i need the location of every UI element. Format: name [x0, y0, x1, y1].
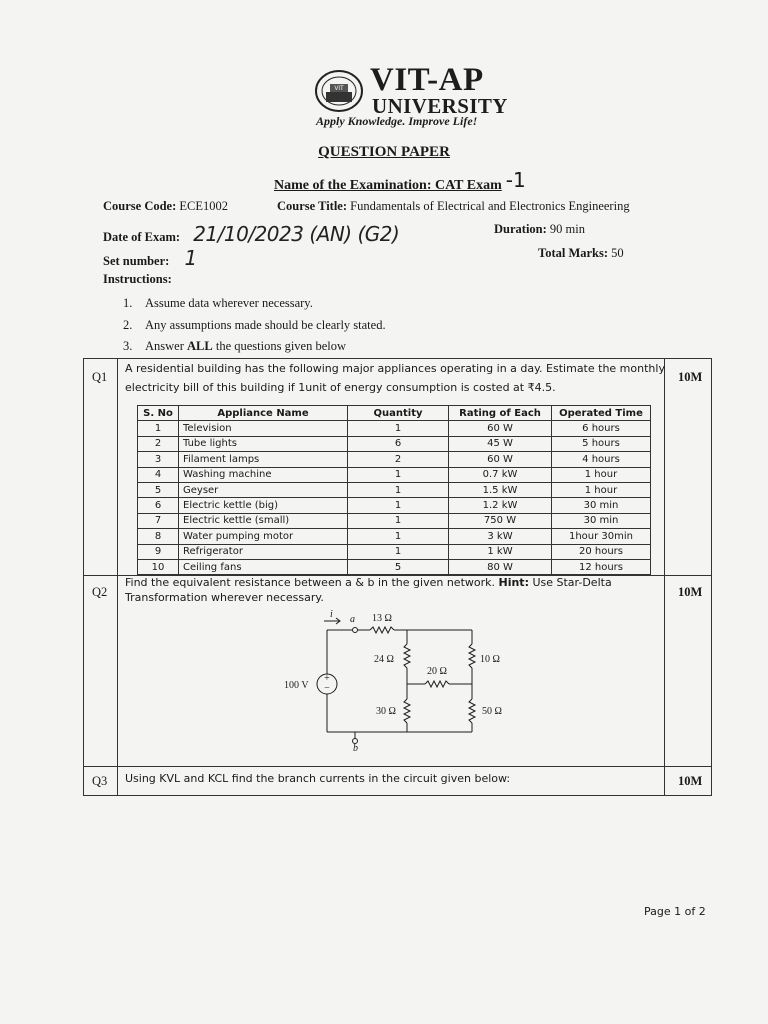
- instruction-item: 2. Any assumptions made should be clearly stated.: [123, 318, 386, 332]
- instruction-item: 3. Answer ALL the questions given below: [123, 339, 347, 353]
- resistor-network-diagram: [284, 604, 540, 754]
- table-cell: Ceiling fans: [179, 559, 348, 574]
- question-number: Q3: [92, 774, 108, 788]
- table-cell: 2: [138, 436, 179, 451]
- table-cell: 1: [138, 421, 179, 436]
- duration-value: 90 min: [549, 222, 585, 236]
- question-text: Find the equivalent resistance between a & b in the given network. Hint: Use Star-Delta Transformation wherever necessary.: [125, 576, 612, 604]
- table-row: [138, 436, 651, 451]
- table-cell: 2: [348, 452, 449, 467]
- table-row: [138, 452, 651, 467]
- table-cell: 5 hours: [552, 436, 651, 451]
- table-cell: 1 kW: [449, 544, 552, 559]
- node-a-label: a: [350, 614, 355, 625]
- course-title-value: Fundamentals of Electrical and Electronics Engineering: [350, 199, 630, 213]
- table-cell: 1: [348, 482, 449, 497]
- question-number: Q2: [92, 585, 108, 599]
- date-label: Date of Exam:: [103, 230, 181, 244]
- instruction-item: 1. Assume data wherever necessary.: [123, 296, 313, 310]
- column-header: Operated Time: [552, 406, 651, 421]
- set-number-row: [103, 246, 197, 270]
- column-header: Quantity: [348, 406, 449, 421]
- table-cell: Refrigerator: [179, 544, 348, 559]
- table-cell: 1 hour: [552, 467, 651, 482]
- resistor-label: 30 Ω: [376, 706, 396, 717]
- table-row: [138, 482, 651, 497]
- table-cell: Electric kettle (small): [179, 513, 348, 528]
- resistor-label: 50 Ω: [482, 706, 502, 717]
- question-row-q3: [84, 766, 711, 796]
- course-title-label: Course Title:: [277, 199, 348, 213]
- question-text: Using KVL and KCL find the branch currents in the circuit given below:: [125, 772, 511, 785]
- table-row: [138, 498, 651, 513]
- resistor-label: 20 Ω: [427, 666, 447, 677]
- instructions-heading: Instructions:: [103, 272, 172, 286]
- table-cell: 30 min: [552, 513, 651, 528]
- question-marks: 10M: [678, 774, 703, 788]
- set-number-handwritten: 1: [184, 246, 197, 270]
- course-code-value: ECE1002: [179, 199, 228, 213]
- duration-label: Duration:: [494, 222, 547, 236]
- node-b-label: b: [353, 743, 358, 754]
- source-plus: +: [324, 673, 330, 684]
- table-cell: 1: [348, 498, 449, 513]
- table-cell: 60 W: [449, 452, 552, 467]
- table-cell: 30 min: [552, 498, 651, 513]
- exam-name-label: Name of the Examination: CAT Exam: [274, 178, 502, 193]
- table-cell: 12 hours: [552, 559, 651, 574]
- page-number: Page 1 of 2: [644, 905, 706, 918]
- date-row: [103, 222, 399, 246]
- question-paper-title: QUESTION PAPER: [318, 144, 450, 160]
- exam-name: [274, 170, 526, 194]
- logo-vitap-text: VIT-AP: [370, 62, 484, 98]
- table-cell: Filament lamps: [179, 452, 348, 467]
- table-cell: 3: [138, 452, 179, 467]
- table-cell: 45 W: [449, 436, 552, 451]
- emblem-text: VIT: [334, 86, 344, 92]
- exam-number-handwritten: -1: [505, 168, 526, 192]
- table-cell: 6 hours: [552, 421, 651, 436]
- table-cell: 8: [138, 529, 179, 544]
- logo-tagline: Apply Knowledge. Improve Life!: [316, 114, 478, 128]
- university-logo: [314, 64, 524, 134]
- table-cell: 20 hours: [552, 544, 651, 559]
- table-row: [138, 513, 651, 528]
- column-header: S. No: [138, 406, 179, 421]
- current-label: i: [330, 609, 333, 620]
- table-row: [138, 544, 651, 559]
- appliance-table-body: [138, 421, 651, 575]
- source-minus: −: [324, 683, 330, 694]
- course-code-label: Course Code:: [103, 199, 177, 213]
- table-cell: 1: [348, 467, 449, 482]
- appliance-table: [137, 405, 651, 575]
- question-number: Q1: [92, 370, 108, 384]
- duration-row: [494, 222, 585, 237]
- table-cell: Water pumping motor: [179, 529, 348, 544]
- total-marks-row: [538, 246, 624, 261]
- table-row: [138, 467, 651, 482]
- table-cell: 1.2 kW: [449, 498, 552, 513]
- table-cell: Geyser: [179, 482, 348, 497]
- appliance-table-header: [138, 406, 651, 421]
- source-voltage-label: 100 V: [284, 680, 309, 691]
- table-cell: 1: [348, 529, 449, 544]
- table-cell: 1: [348, 544, 449, 559]
- university-emblem-icon: [314, 68, 364, 114]
- table-cell: Electric kettle (big): [179, 498, 348, 513]
- table-cell: 1: [348, 513, 449, 528]
- table-cell: 6: [138, 498, 179, 513]
- table-cell: 7: [138, 513, 179, 528]
- question-marks: 10M: [678, 370, 703, 384]
- table-row: [138, 421, 651, 436]
- column-header: Appliance Name: [179, 406, 348, 421]
- table-cell: 3 kW: [449, 529, 552, 544]
- table-cell: 1: [348, 421, 449, 436]
- table-cell: 0.7 kW: [449, 467, 552, 482]
- table-cell: 60 W: [449, 421, 552, 436]
- table-row: [138, 559, 651, 574]
- course-title-row: [277, 199, 630, 214]
- resistor-label: 24 Ω: [374, 654, 394, 665]
- table-cell: 750 W: [449, 513, 552, 528]
- resistor-label: 13 Ω: [372, 613, 392, 624]
- total-marks-value: 50: [611, 246, 624, 260]
- table-cell: 4 hours: [552, 452, 651, 467]
- table-cell: 5: [138, 482, 179, 497]
- table-cell: Television: [179, 421, 348, 436]
- resistor-label: 10 Ω: [480, 654, 500, 665]
- table-cell: 80 W: [449, 559, 552, 574]
- table-cell: 10: [138, 559, 179, 574]
- table-cell: Washing machine: [179, 467, 348, 482]
- table-cell: 5: [348, 559, 449, 574]
- course-code-row: [103, 199, 228, 214]
- table-cell: 1 hour: [552, 482, 651, 497]
- table-cell: 9: [138, 544, 179, 559]
- set-number-label: Set number:: [103, 254, 170, 268]
- column-header: Rating of Each: [449, 406, 552, 421]
- logo-university-text: UNIVERSITY: [372, 94, 508, 118]
- table-cell: 4: [138, 467, 179, 482]
- total-marks-label: Total Marks:: [538, 246, 609, 260]
- table-cell: 1.5 kW: [449, 482, 552, 497]
- date-handwritten: 21/10/2023 (AN) (G2): [193, 222, 400, 246]
- table-cell: 1hour 30min: [552, 529, 651, 544]
- table-cell: 6: [348, 436, 449, 451]
- question-text: A residential building has the following major appliances operating in a day. Estimate the monthly electricity bill of this building if 1unit of energy consumption is costed at ₹4.5.: [125, 362, 665, 394]
- question-marks: 10M: [678, 585, 703, 599]
- table-row: [138, 529, 651, 544]
- table-cell: Tube lights: [179, 436, 348, 451]
